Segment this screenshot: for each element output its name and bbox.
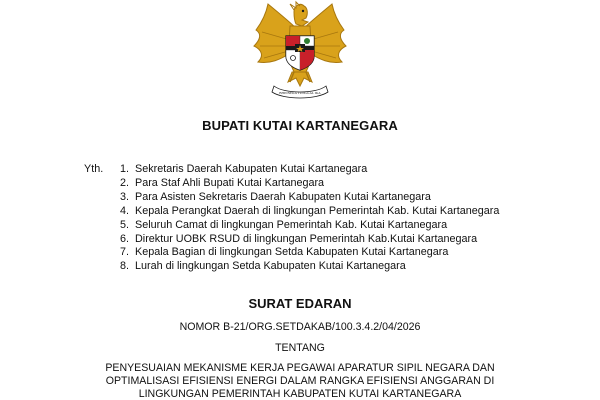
list-item-text: Seluruh Camat di lingkungan Pemerintah Kab. Kutai Kartanegara [135,218,448,231]
list-item-number: 7. [120,246,130,259]
subject-line: OPTIMALISASI EFISIENSI ENERGI DALAM RANGKA EFISIENSI ANGGARAN DI [105,375,495,387]
list-item-text: Para Asisten Sekretaris Daerah Kabupaten Kutai Kartanegara [135,190,431,203]
salutation: Yth. [84,163,104,175]
recipient-list [120,163,499,274]
list-item [120,260,499,274]
list-item-text: Kepala Bagian di lingkungan Setda Kabupaten Kutai Kartanegara [135,246,449,259]
list-item-text: Kepala Perangkat Daerah di lingkungan Pemerintah Kab. Kutai Kartanegara [135,204,500,217]
about-label: TENTANG [275,342,325,354]
letter-number: NOMOR B-21/ORG.SETDAKAB/100.3.4.2/04/2026 [179,321,421,333]
list-item [120,205,499,219]
list-item [120,246,499,260]
list-item [120,177,499,191]
list-item-number: 1. [120,163,130,175]
subject-line: PENYESUAIAN MEKANISME KERJA PEGAWAI APARATUR SIPIL NEGARA DAN [105,362,495,374]
list-item [120,219,499,233]
list-item [120,163,499,177]
garuda-emblem-icon [250,0,350,100]
list-item [120,191,499,205]
emblem-motto: BHINNEKA TUNGGAL IKA [279,91,321,95]
list-item-number: 3. [120,190,130,203]
list-item-text: Lurah di lingkungan Setda Kabupaten Kutai Kartanegara [135,260,406,273]
list-item-number: 6. [120,232,130,245]
issuer-title: BUPATI KUTAI KARTANEGARA [202,118,398,133]
letter-type-title: SURAT EDARAN [248,296,352,311]
subject-line: LINGKUNGAN PEMERINTAH KABUPATEN KUTAI KARTANEGARA [138,388,462,400]
list-item-text: Para Staf Ahli Bupati Kutai Kartanegara [135,176,325,189]
list-item-number: 5. [120,218,130,231]
list-item-number: 2. [120,176,130,189]
list-item-number: 4. [120,204,130,217]
list-item-number: 8. [120,260,130,273]
list-item-text: Direktur UOBK RSUD di lingkungan Pemerintah Kab.Kutai Kartanegara [135,232,478,245]
list-item-text: Sekretaris Daerah Kabupaten Kutai Kartanegara [135,163,368,175]
letter-subject [0,362,600,400]
list-item [120,233,499,247]
